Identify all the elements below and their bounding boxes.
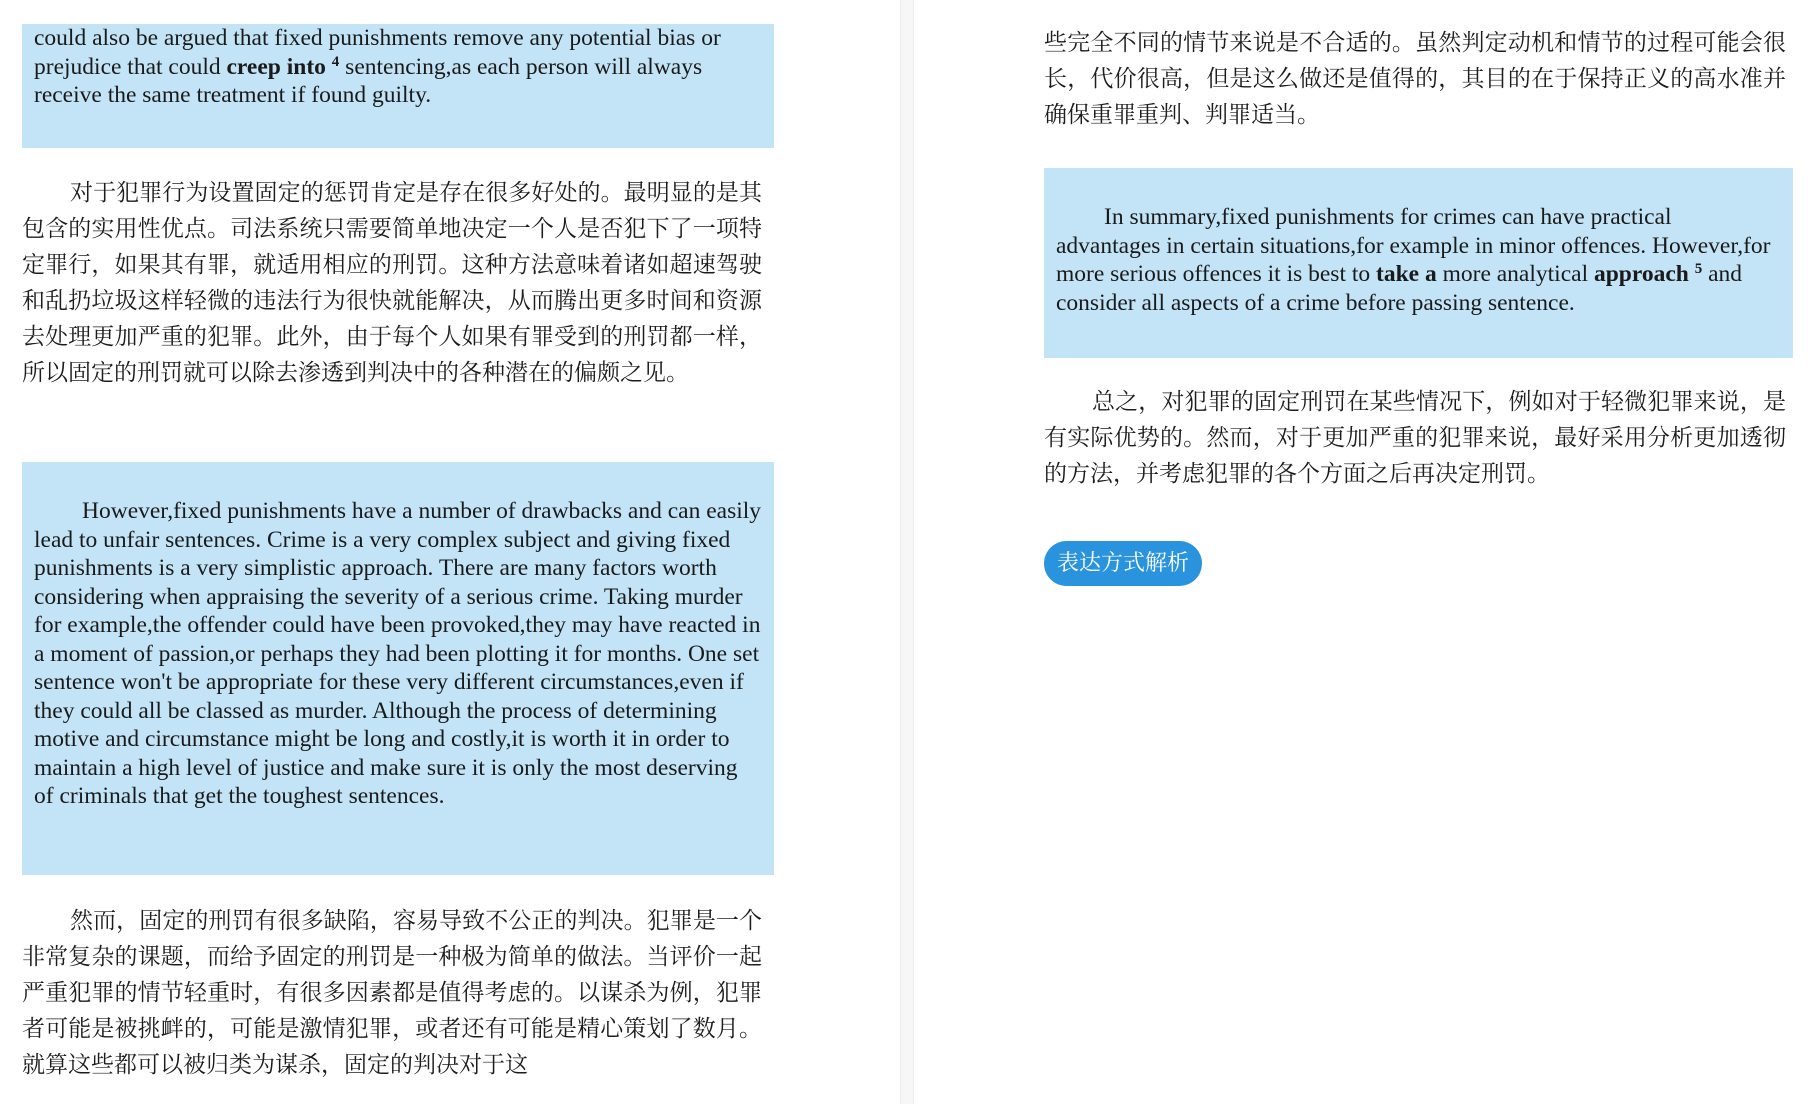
chinese-translation-drawbacks: 然而，固定的刑罚有很多缺陷，容易导致不公正的判决。犯罪是一个非常复杂的课题，而给予固定的刑罚是一种极为简单的做法。当评价一起严重犯罪的情节轻重时，有很多因素都是值得考虑的。以谋杀为例，犯罪者可能是被挑衅的，可能是激情犯罪，或者还有可能是精心策划了数月。就算这些都可以被归类为谋杀，固定的判决对于这	[22, 908, 762, 1078]
vocab-highlight-take-a: take a	[1376, 261, 1437, 287]
passage-text: sentencing,as each person will always receive the same treatment if found guilty.	[34, 53, 703, 108]
english-passage-drawbacks	[22, 462, 774, 875]
passage-text: could also be argued that fixed punishments remove any potential bias or prejudice that could	[34, 25, 721, 80]
page-gutter	[900, 0, 914, 1104]
english-paragraph	[34, 24, 762, 110]
footnote-marker: 5	[1694, 261, 1703, 277]
chinese-translation-benefits: 对于犯罪行为设置固定的惩罚肯定是存在很多好处的。最明显的是其包含的实用性优点。司法系统只需要简单地决定一个人是否犯下了一项特定罪行，如果其有罪，就适用相应的刑罚。这种方法意味着诸如超速驾驶和乱扔垃圾这样轻微的违法行为很快就能解决，从而腾出更多时间和资源去处理更加严重的犯罪。此外，由于每个人如果有罪受到的刑罚都一样，所以固定的刑罚就可以除去渗透到判决中的各种潜在的偏颇之见。	[22, 180, 762, 386]
right-page	[914, 0, 1813, 1104]
passage-text: more analytical	[1436, 261, 1594, 287]
left-page	[0, 0, 900, 1104]
english-passage-bias	[22, 24, 774, 148]
english-paragraph: However,fixed punishments have a number of drawbacks and can easily lead to unfair sentences. Crime is a very complex subject and giving fixed punishments is a very simplistic approach. There are many factors worth considering when appraising the severity of a serious crime. Taking murder for example,the offender could have been provoked,they may have reacted in a moment of passion,or perhaps they had been plotting it for months. One set sentence won't be appropriate for these very different circumstances,even if they could all be classed as murder. Although the process of determining motive and circumstance might be long and costly,it is worth it in order to maintain a high level of justice and make sure it is only the most deserving of criminals that get the toughest sentences.	[34, 498, 762, 809]
expression-analysis-button[interactable]: 表达方式解析	[1044, 541, 1202, 586]
chinese-translation-continued: 些完全不同的情节来说是不合适的。虽然判定动机和情节的过程可能会很长，代价很高，但是这么做还是值得的，其目的在于保持正义的高水准并确保重罪重判、判罪适当。	[1044, 30, 1786, 128]
chinese-translation-summary: 总之，对犯罪的固定刑罚在某些情况下，例如对于轻微犯罪来说，是有实际优势的。然而，对于更加严重的犯罪来说，最好采用分析更加透彻的方法，并考虑犯罪的各个方面之后再决定刑罚。	[1044, 389, 1786, 487]
passage-text: In summary,fixed punishments for crimes can have practical advantages in certain situations,for example in minor offences. However,for more serious offences it is best to	[1056, 204, 1771, 287]
passage-text: and consider all aspects of a crime before passing sentence.	[1056, 261, 1743, 316]
footnote-marker: 4	[331, 53, 340, 70]
vocab-highlight-creep-into: creep into	[226, 53, 326, 80]
english-passage-summary	[1044, 168, 1793, 358]
vocab-highlight-approach: approach	[1593, 261, 1689, 287]
english-paragraph	[1056, 203, 1781, 317]
